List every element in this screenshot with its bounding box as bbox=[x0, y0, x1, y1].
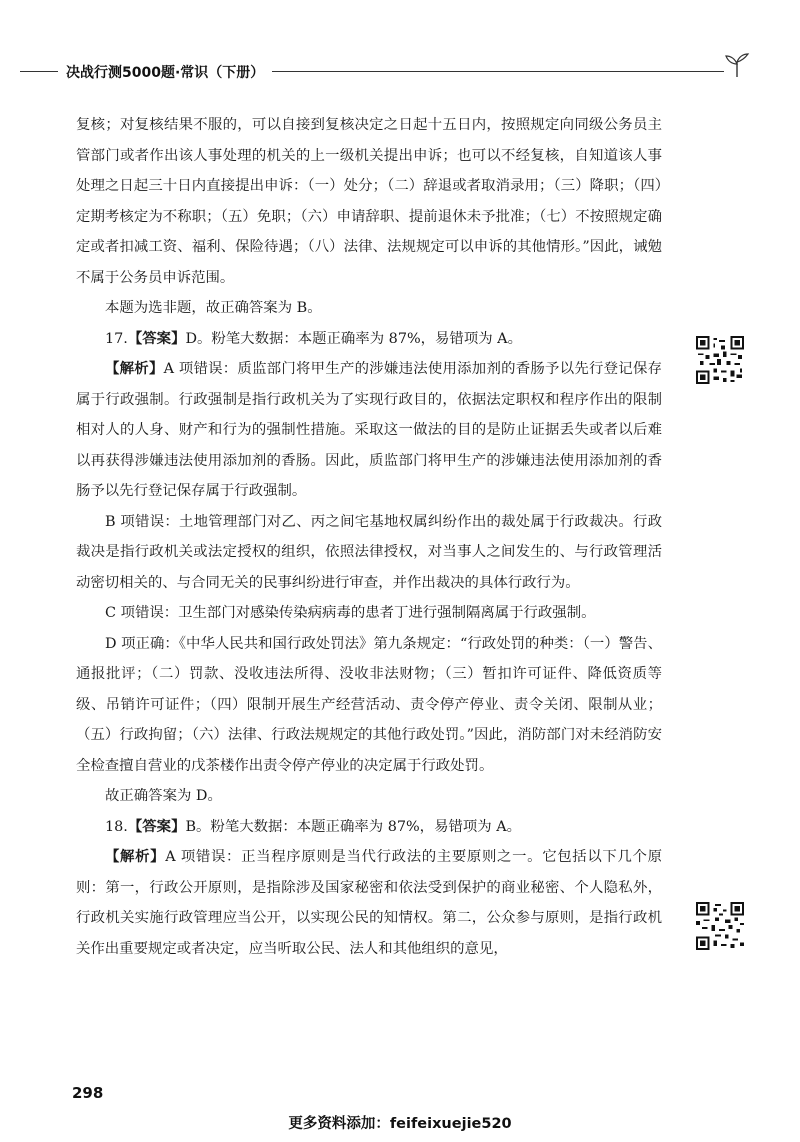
paragraph-continued: 复核；对复核结果不服的，可以自接到复核决定之日起十五日内，按照规定向同级公务员主管部门或者作出该人事处理的机关的上一级机关提出申诉；也可以不经复核，自知道该人事处理之日起三十日内直接提出申诉：（一）处分；（二）辞退或者取消录用；（三）降职；（四）定期考核定为不称职；（五）免职；（六）申请辞职、提前退休未予批准；（七）不按照规定确定或者扣减工资、福利、保险待遇；（八）法律、法规规定可以申诉的其他情形。”因此，诫勉不属于公务员申诉范围。 bbox=[76, 117, 662, 286]
question-18-analysis-a: 【解析】A 项错误：正当程序原则是当代行政法的主要原则之一。它包括以下几个原则：第一，行政公开原则，是指除涉及国家秘密和依法受到保护的商业秘密、个人隐私外，行政机关实施行政管理应当公开，以实现公民的知情权。第二，公众参与原则，是指行政机关作出重要规定或者决定，应当听取公民、法人和其他组织的意见， bbox=[76, 848, 662, 957]
header-rule-right bbox=[272, 71, 724, 72]
running-header bbox=[0, 60, 800, 84]
question-17-analysis-c: C 项错误：卫生部门对感染传染病病毒的患者丁进行强制隔离属于行政强制。 bbox=[105, 605, 596, 621]
page-number: 298 bbox=[72, 1084, 104, 1102]
sprout-icon bbox=[722, 52, 752, 78]
question-17-answer: 17.【答案】D。粉笔大数据：本题正确率为 87%，易错项为 A。 bbox=[105, 329, 522, 347]
header-rule-left bbox=[20, 71, 58, 72]
question-18-answer: 18.【答案】B。粉笔大数据：本题正确率为 87%，易错项为 A。 bbox=[105, 817, 521, 835]
qr-code-icon bbox=[696, 336, 744, 384]
question-17-conclusion: 故正确答案为 D。 bbox=[105, 788, 222, 804]
question-17-analysis-d: D 项正确：《中华人民共和国行政处罚法》第九条规定：“行政处罚的种类：（一）警告、通报批评；（二）罚款、没收违法所得、没收非法财物；（三）暂扣许可证件、降低资质等级、吊销许可证件；（四）限制开展生产经营活动、责令停产停业、责令关闭、限制从业；（五）行政拘留；（六）法律、行政法规规定的其他行政处罚。”因此，消防部门对未经消防安全检查擅自营业的戊茶楼作出责令停产停业的决定属于行政处罚。 bbox=[76, 635, 662, 774]
qr-code-icon bbox=[696, 902, 744, 950]
answer-conclusion: 本题为选非题，故正确答案为 B。 bbox=[105, 300, 322, 316]
book-title: 决战行测5000题·常识（下册） bbox=[66, 65, 265, 81]
question-17-analysis-b: B 项错误：土地管理部门对乙、丙之间宅基地权属纠纷作出的裁处属于行政裁决。行政裁决是指行政机关或法定授权的组织，依照法律授权，对当事人之间发生的、与行政管理活动密切相关的、与合同无关的民事纠纷进行审查，并作出裁决的具体行政行为。 bbox=[76, 513, 662, 591]
question-17-analysis-a: 【解析】A 项错误：质监部门将甲生产的涉嫌违法使用添加剂的香肠予以先行登记保存属于行政强制。行政强制是指行政机关为了实现行政目的，依据法定职权和程序作出的限制相对人的人身、财产和行为的强制性措施。采取这一做法的目的是防止证据丢失或者以后难以再获得涉嫌违法使用添加剂的香肠。因此，质监部门将甲生产的涉嫌违法使用添加剂的香肠予以先行登记保存属于行政强制。 bbox=[76, 360, 662, 499]
page-body bbox=[76, 110, 662, 964]
footer-note: 更多资料添加：feifeixuejie520 bbox=[288, 1116, 512, 1132]
